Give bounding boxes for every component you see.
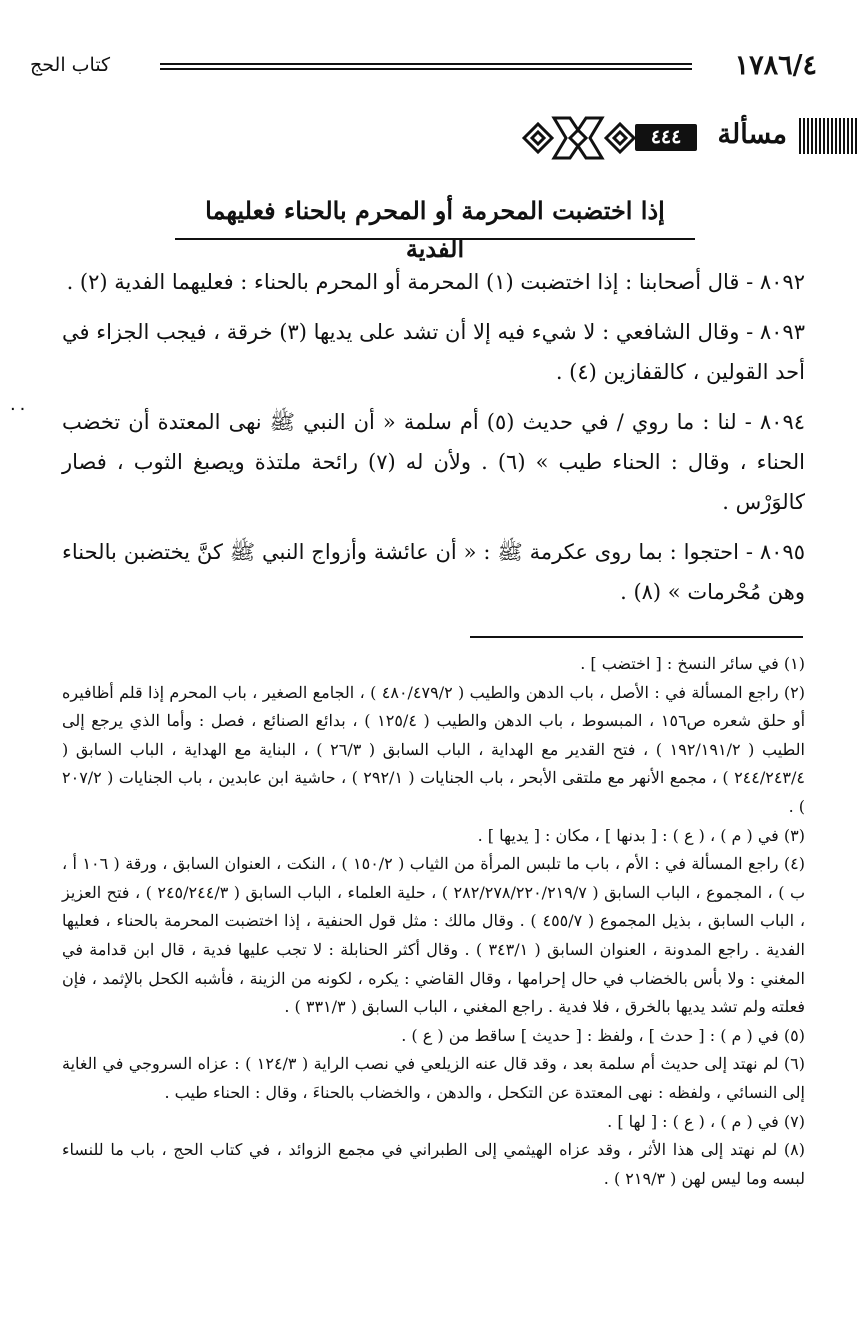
section-title: إذا اختضبت المحرمة أو المحرم بالحناء فعليهما الفدية <box>205 196 665 263</box>
footnote-rule <box>470 636 803 638</box>
issue-banner <box>520 112 859 164</box>
paragraph: ٨٠٩٢ - قال أصحابنا : إذا اختضبت (١) المحرمة أو المحرم بالحناء : فعليهما الفدية (٢) . <box>66 270 805 294</box>
paragraph: ٨٠٩٤ - لنا : ما روي / في حديث (٥) أم سلمة « أن النبي ﷺ نهى المعتدة أن تخضب الحناء ، وقال : الحناء طيب » (٦) . ولأن له (٧) رائحة ملتذة ويصبغ الثوب ، فصار كالوَرْس . <box>62 410 806 514</box>
footnote: (٢) راجع المسألة في : الأصل ، باب الدهن والطيب ( ٤٨٠/٤٧٩/٢ ) ، الجامع الصغير ، باب المحرم إذا قلم أظافيره أو حلق شعره ص١٥٦ ، المبسوط ، باب الدهن والطيب ( ١٢٥/٤ ) ، بدائع الصنائع ، فصل : وأما الذي يرجع إلى الطيب ( ١٩٢/١٩١/٢ ) ، فتح القدير مع الهداية ، الباب السابق ( ٢٦/٣ ) ، البناية مع الهداية ، الباب السابق ( ٢٤٤/٢٤٣/٤ ) ، مجمع الأنهر مع ملتقى الأبحر ، باب الجنايات ( ٢٩٢/١ ) ، حاشية ابن عابدين ، باب الجنايات ( ٢٠٧/٢ ) . <box>62 682 806 816</box>
footnote: (٤) راجع المسألة في : الأم ، باب ما تلبس المرأة من الثياب ( ١٥٠/٢ ) ، النكت ، العنوان السابق ، ورقة ( ١٠٦ أ ، ب ) ، المجموع ، الباب السابق ( ٢٨٢/٢٧٨/٢٢٠/٢١٩/٧ ) ، حلية العلماء ، الباب السابق ( ٢٤٥/٢٤٤/٣ ) ، فتح العزيز ، الباب السابق ، بذيل المجموع ( ٤٥٥/٧ ) . وقال مالك : مثل قول الحنفية ، إذا اختضبت المحرمة بالحناء ، فعليها الفدية . راجع المدونة ، العنوان السابق ( ٣٤٣/١ ) . وقال أكثر الحنابلة : لا تجب عليها فدية ، قال ابن قدامة في المغني : ولا بأس بالخضاب في حال إحرامها ، وقال القاضي : يكره ، لكونه من الزينة ، فأشبه الكحل بالإثمد ، فإن فعلته ولم تشد يديها بالخرق ، فلا فدية . راجع المغني ، الباب السابق ( ٣٣١/٣ ) . <box>62 854 806 1017</box>
body-text <box>62 262 805 622</box>
issue-label: مسألة <box>717 119 787 150</box>
footnotes <box>62 650 805 1193</box>
paragraph: ٨٠٩٥ - احتجوا : بما روى عكرمة ﷺ : « أن عائشة وأزواج النبي ﷺ كنَّ يختضبن بالحناء وهن مُحْرمات » (٨) . <box>62 540 805 604</box>
footnote: (٣) في ( م ) ، ( ع ) : [ بدنها ] ، مكان : [ يديها ] . <box>477 825 805 845</box>
margin-marker: ٠٠ <box>8 398 28 419</box>
footnote: (٧) في ( م ) ، ( ع ) : [ لها ] . <box>607 1111 805 1131</box>
title-rule <box>175 238 695 240</box>
header-rule <box>160 63 692 70</box>
running-header <box>30 50 817 82</box>
decorative-bars <box>799 118 859 154</box>
page-reference: ١٧٨٦/٤ <box>734 50 817 81</box>
ornament-icon <box>520 112 638 164</box>
footnote: (٨) لم نهتد إلى هذا الأثر ، وقد عزاه الهيثمي إلى الطبراني في مجمع الزوائد ، في كتاب الحج ، باب ما للنساء لبسه وما ليس لهن ( ٢١٩/٣ ) . <box>62 1140 805 1188</box>
issue-number-badge: ٤٤٤ <box>635 124 697 151</box>
footnote: (٥) في ( م ) : [ حدث ] ، ولفظ : [ حديث ] ساقط من ( ع ) . <box>401 1025 805 1045</box>
footnote: (٦) لم نهتد إلى حديث أم سلمة بعد ، وقد قال عنه الزيلعي في نصب الراية ( ١٢٤/٣ ) : عزاه السروجي في الغاية إلى النسائي ، ولفظه : نهى المعتدة عن التكحل ، والدهن ، والخضاب بالحناءَ ، وقال : الحناء طيب . <box>62 1054 805 1102</box>
paragraph: ٨٠٩٣ - وقال الشافعي : لا شيء فيه إلا أن تشد على يديها (٣) خرقة ، فيجب الجزاء في أحد القولين ، كالقفازين (٤) . <box>62 320 805 384</box>
footnote: (١) في سائر النسخ : [ اختضب ] . <box>580 654 805 673</box>
book-title: كتاب الحج <box>30 54 111 76</box>
